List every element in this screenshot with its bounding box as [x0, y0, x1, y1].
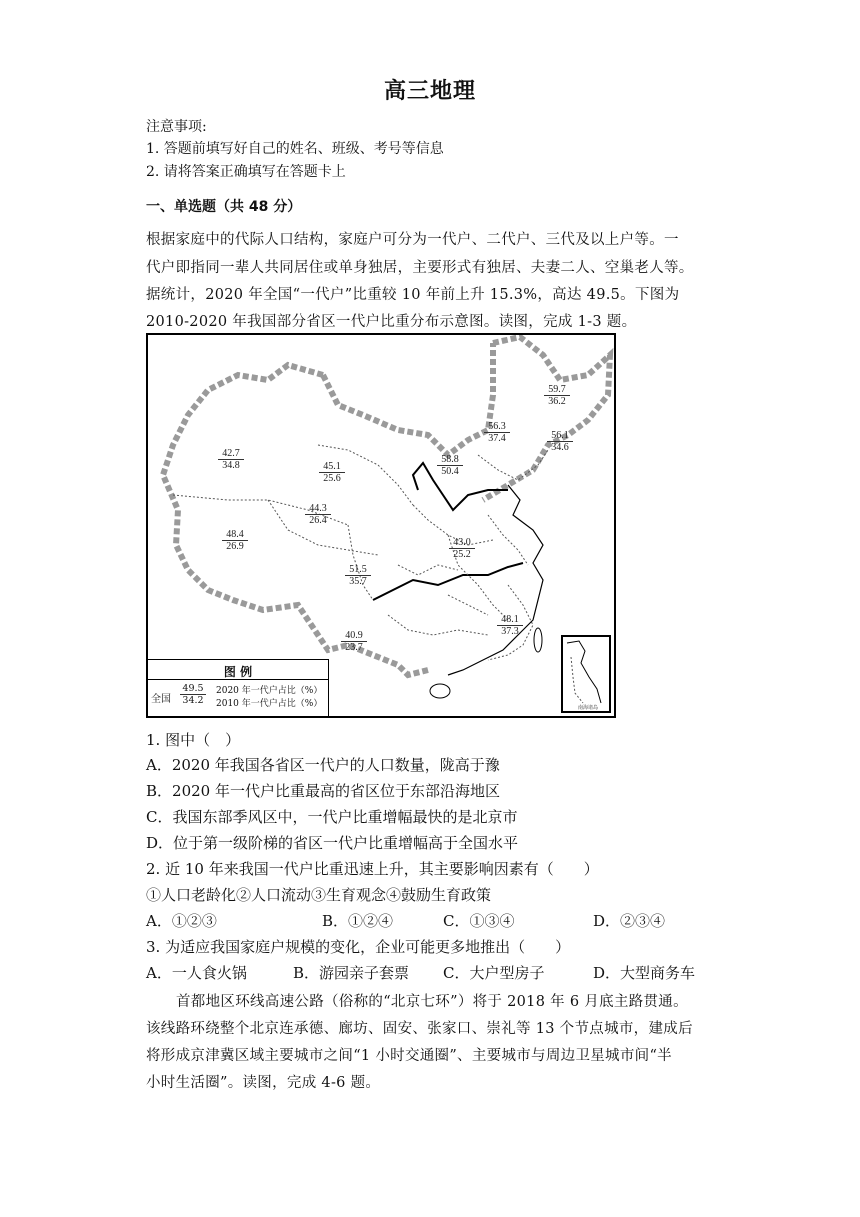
page-title: 高三地理 [383, 79, 476, 104]
question-option: C．①③④ [443, 912, 515, 930]
south-china-sea-inset [561, 635, 611, 713]
intro-line: 据统计，2020 年全国“一代户”比重较 10 年前上升 15.3%，高达 49.5。下图为 [146, 287, 680, 303]
question-option: B．①②④ [322, 912, 394, 930]
coastline [448, 485, 543, 675]
region-value: $\frac{48.1}{37.3}$ [497, 614, 523, 637]
notice-heading: 注意事项: [146, 119, 207, 135]
intro-line: 将形成京津冀区域主要城市之间“1 小时交通圈”、主要城市与周边卫星城市间“半 [146, 1048, 672, 1064]
region-value: $\frac{48.4}{26.9}$ [222, 529, 248, 552]
question-stem: 1. 图中（ ） [146, 731, 241, 749]
intro-line: 小时生活圈”。读图，完成 4-6 题。 [146, 1075, 381, 1091]
legend-key-2010: 2010 年一代户占比（%） [216, 699, 323, 709]
intro-line: 代户即指同一辈人共同居住或单身独居，主要形式有独居、夫妻二人、空巢老人等。 [146, 260, 694, 276]
legend-key-2020: 2020 年一代户占比（%） [216, 686, 323, 696]
hainan-island [430, 684, 450, 698]
section-heading: 一、单选题（共 48 分） [146, 199, 302, 215]
national-border [163, 337, 610, 675]
notice-item: 2. 请将答案正确填写在答题卡上 [146, 164, 346, 180]
notice-item: 1. 答题前填写好自己的姓名、班级、考号等信息 [146, 141, 444, 157]
province-boundaries [173, 445, 548, 660]
province-map [146, 333, 616, 718]
question-stem: 3. 为适应我国家庭户规模的变化，企业可能更多地推出（ ） [146, 938, 571, 956]
region-value: $\frac{44.3}{26.4}$ [305, 503, 331, 526]
region-value: $\frac{40.9}{23.7}$ [341, 630, 367, 653]
yangtze-river [373, 563, 523, 600]
region-value: $\frac{56.3}{37.4}$ [484, 421, 510, 444]
intro-line: 2010-2020 年我国部分省区一代户比重分布示意图。读图，完成 1-3 题。 [146, 314, 637, 330]
region-value: $\frac{56.1}{34.6}$ [547, 430, 573, 453]
question-option: A．一人食火锅 [146, 964, 247, 982]
map-legend [148, 659, 329, 717]
legend-national-value: $\frac{49.5}{34.2}$ [180, 683, 206, 706]
region-value: $\frac{58.8}{50.4}$ [437, 454, 463, 477]
question-option: D．②③④ [593, 912, 666, 930]
question-option: C．大户型房子 [443, 964, 545, 982]
intro-line: 首都地区环线高速公路（俗称的“北京七环”）将于 2018 年 6 月底主路贯通。 [176, 994, 688, 1010]
question-option: D．大型商务车 [593, 964, 696, 982]
question-stem: 2. 近 10 年来我国一代户比重迅速上升，其主要影响因素有（ ） [146, 860, 599, 878]
question-option: A．①②③ [146, 912, 217, 930]
legend-title: 图 例 [223, 665, 253, 679]
intro-line: 根据家庭中的代际人口结构，家庭户可分为一代户、二代户、三代及以上户等。一 [146, 232, 679, 248]
question-option: C．我国东部季风区中，一代户比重增幅最快的是北京市 [146, 808, 518, 826]
region-value: $\frac{51.5}{35.7}$ [345, 564, 371, 587]
question-option: D．位于第一级阶梯的省区一代户比重增幅高于全国水平 [146, 834, 519, 852]
intro-line: 该线路环绕整个北京连承德、廊坊、固安、张家口、崇礼等 13 个节点城市，建成后 [146, 1021, 693, 1037]
region-value: $\frac{59.7}{36.2}$ [544, 384, 570, 407]
question-option: A．2020 年我国各省区一代户的人口数量，陇高于豫 [146, 756, 500, 774]
question-option: B．游园亲子套票 [293, 964, 410, 982]
taiwan-island [534, 628, 542, 652]
region-value: $\frac{42.7}{34.8}$ [218, 448, 244, 471]
inset-label: 南海诸岛 [578, 705, 599, 711]
region-value: $\frac{43.0}{25.2}$ [449, 537, 475, 560]
region-value: $\frac{45.1}{25.6}$ [319, 461, 345, 484]
legend-national: 全国 [151, 694, 171, 705]
question-factors: ①人口老龄化②人口流动③生育观念④鼓励生育政策 [146, 886, 492, 904]
question-option: B．2020 年一代户比重最高的省区位于东部沿海地区 [146, 782, 500, 800]
